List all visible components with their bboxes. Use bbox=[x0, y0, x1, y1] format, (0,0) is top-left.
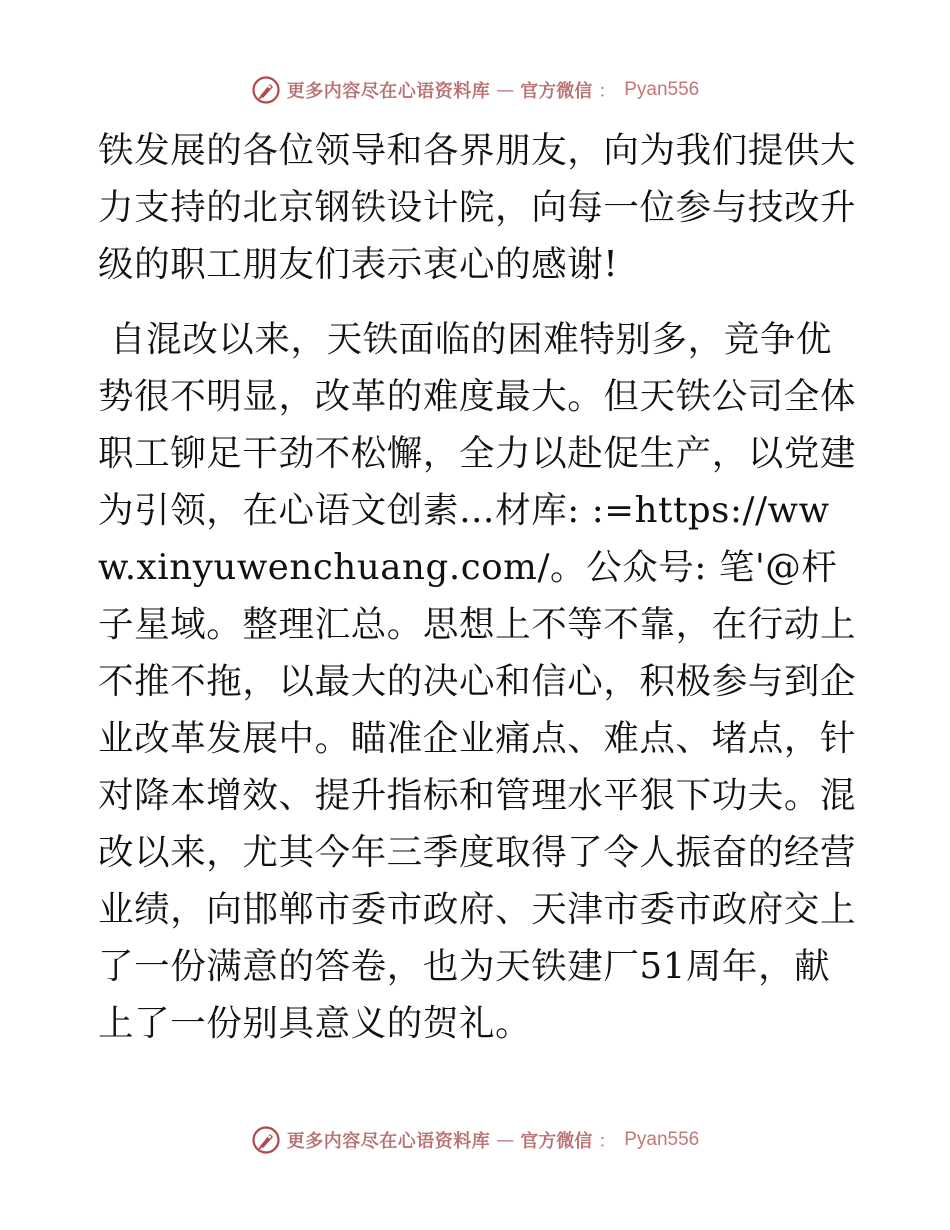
banner-colon: ： bbox=[598, 1131, 617, 1152]
paragraph-1: 铁发展的各位领导和各界朋友，向为我们提供大力支持的北京钢铁设计院，向每一位参与技改升级的职工朋友们表示衷心的感谢! bbox=[98, 130, 857, 285]
banner-wechat-label: 官方微信 bbox=[520, 1131, 593, 1152]
banner-dash: — bbox=[496, 1129, 515, 1151]
footer-banner bbox=[0, 1120, 950, 1160]
pen-nib-logo-icon bbox=[251, 75, 281, 105]
document-body bbox=[98, 122, 858, 1052]
banner-dash: — bbox=[496, 79, 515, 101]
banner-wechat-label: 官方微信 bbox=[520, 81, 593, 102]
header-banner bbox=[0, 70, 950, 110]
paragraph-2: 自混改以来，天铁面临的困难特别多，竞争优势很不明显，改革的难度最大。但天铁公司全体职工铆足干劲不松懈，全力以赴促生产，以党建为引领，在心语文创素…材库: :=https://www.xinyuwenchuang.com/。公众号: 笔'@杆子星域。整理汇总。思想上不等不靠，在行动上不推不拖，以最大的决心和信心，积极参与到企业改革发展中。瞄准企业痛点、难点、堵点，针对降本增效、提升指标和管理水平狠下功夫。混改以来，尤其今年三季度取得了令人振奋的经营业绩，向邯郸市委市政府、天津市委市政府交上了一份满意的答卷，也为天铁建厂51周年，献上了一份别具意义的贺礼。 bbox=[98, 319, 857, 1044]
banner-text: 更多内容尽在心语资料库 bbox=[286, 1131, 491, 1152]
banner-text: 更多内容尽在心语资料库 bbox=[286, 81, 491, 102]
banner-colon: ： bbox=[598, 81, 617, 102]
banner-wechat-id: Pyan556 bbox=[624, 1129, 700, 1150]
pen-nib-logo-icon bbox=[251, 1125, 281, 1155]
banner-wechat-id: Pyan556 bbox=[624, 79, 700, 100]
